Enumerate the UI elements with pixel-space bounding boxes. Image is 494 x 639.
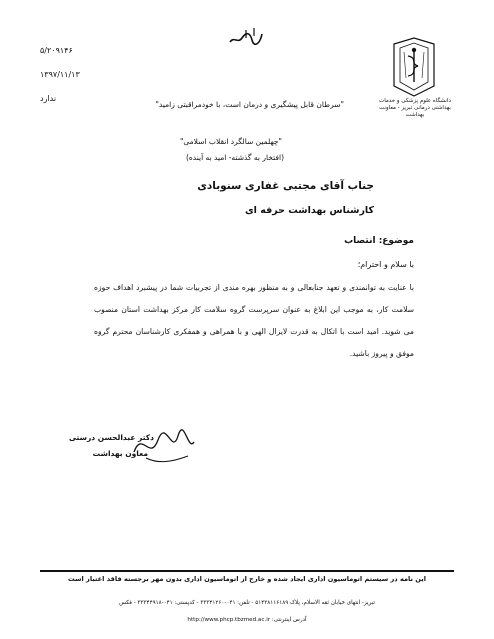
letter-date: ۱۳۹۷/۱۱/۱۳ <box>40 70 80 79</box>
footer-validity-note: این نامه در سیستم اتوماسیون اداری ایجاد شده و خارج از اتوماسیون اداری بدون مهر برجسته فاقد اعتبار است <box>68 575 426 583</box>
footer-address: تبریز- انتهای خیابان ثقه الاسلام، پلاک ۵۱۴۳۸۱۱۶۱۸۹ - تلفن: ۰۴۱-۳۳۳۴۱۲۶۰ - کدپستی: ۰۴۱-۳۳۳۴۴۹۱۸ - فکس <box>119 600 375 606</box>
footer-divider <box>40 570 454 572</box>
letter-subject: موضوع: انتصاب <box>344 236 414 246</box>
letter-number: ۵/۲۰۹۱۴۶ <box>40 46 73 55</box>
footer-website-link[interactable]: آدرس اینترنتی: http://www.phcp.tbzmed.ac.ir <box>187 617 307 623</box>
letter-body: با عنایت به توانمندی و تعهد جنابعالی و به منظور بهره مندی از تجربیات شما در پیشبرد اهداف حوزه سلامت کار، به موجب این ابلاغ به عنوان سرپرست گروه سلامت کار مرکز بهداشت استان منصوب می شوید. امید است با اتکال به قدرت لایزال الهی و با همراهی و همفکری کارشناسان محترم گروه موفق و پیروز باشید. <box>94 283 414 358</box>
bismillah-calligraphy <box>226 26 266 48</box>
slogan-motto: (افتخار به گذشته- امید به آینده) <box>185 153 284 162</box>
signatory-title: معاون بهداشت <box>92 449 148 458</box>
attachment-status: ندارد <box>40 94 57 103</box>
recipient-position: کارشناس بهداشت حرفه ای <box>244 205 374 216</box>
ministry-caption: دانشگاه علوم پزشکی و خدمات بهداشتی درمانی تبریز - معاونت بهداشت <box>379 98 451 118</box>
handwritten-signature <box>128 422 198 470</box>
slogan-anniversary: "چهلمین سالگرد انقلاب اسلامی" <box>179 137 282 146</box>
signatory-name: دکتر عبدالحسن درستی <box>68 433 154 442</box>
university-logo-icon <box>392 36 436 98</box>
recipient-name: جناب آقای مجتبی غفاری سنوبادی <box>197 180 374 192</box>
slogan-cancer: "سرطان قابل پیشگیری و درمان است، با خودمراقبتی زامید" <box>155 100 344 109</box>
letter-greeting: با سلام و احترام؛ <box>357 260 414 269</box>
